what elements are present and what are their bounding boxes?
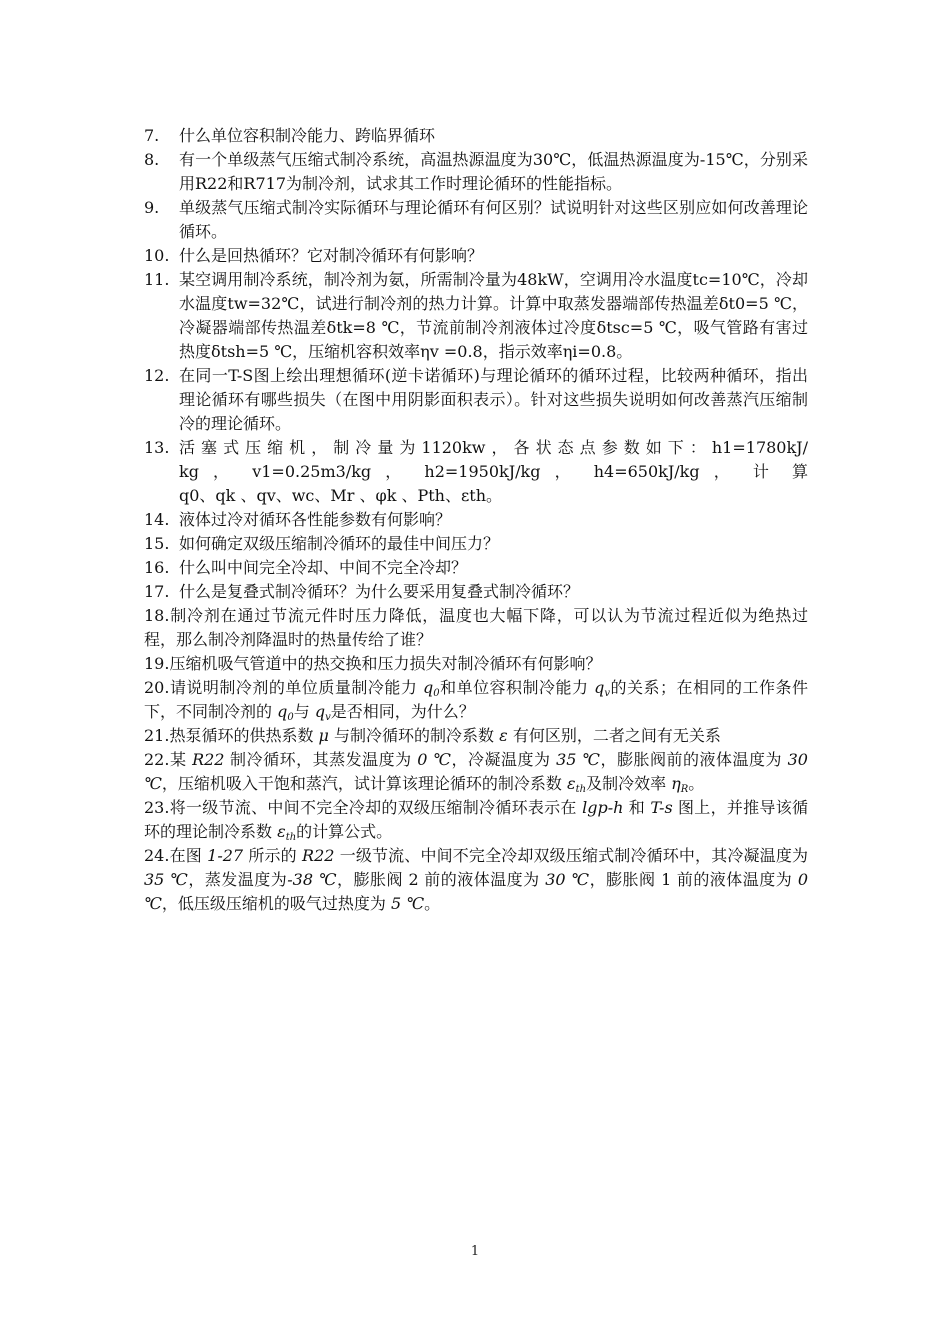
question-number: 11.	[144, 270, 170, 289]
question-12	[144, 364, 808, 436]
question-text: 什么叫中间完全冷却、中间不完全冷却？	[179, 558, 468, 577]
text-run: ，膨胀阀前的液体温度为	[600, 750, 788, 769]
math-var: q	[594, 678, 605, 697]
text-run: 是否相同，为什么？	[330, 702, 475, 721]
text-run: 有何区别，二者之间有无关系	[507, 726, 721, 745]
question-text: 某空调用制冷系统，制冷剂为氨，所需制冷量为48kW，空调用冷水温度tc=10℃，冷却水温度tw=32℃，试进行制冷剂的热力计算。计算中取蒸发器端部传热温差δt0=5 ℃，冷凝器端部传热温差δtk=8 ℃，节流前制冷剂液体过冷度δtsc=5 ℃，吸气管路有害过热度δtsh=5 ℃，压缩机容积效率ηv =0.8，指示效率ηi=0.8。	[179, 270, 808, 361]
question-number: 8.	[144, 150, 160, 169]
question-18: 18.制冷剂在通过节流元件时压力降低，温度也大幅下降，可以认为节流过程近似为绝热过程，那么制冷剂降温时的热量传给了谁？	[144, 606, 808, 649]
text-run: 和单位容积制冷能力	[439, 678, 595, 697]
question-9	[144, 196, 808, 244]
question-11	[144, 268, 808, 364]
text-run: ，低压级压缩机的吸气过热度为	[161, 894, 391, 913]
question-text: 什么是复叠式制冷循环？为什么要采用复叠式制冷循环？	[179, 582, 580, 601]
question-8	[144, 148, 808, 196]
question-22	[144, 748, 808, 796]
math-symbol-mu: μ	[318, 726, 329, 745]
question-number: 10.	[144, 246, 170, 265]
text-run: 制冷循环，其蒸发温度为	[224, 750, 418, 769]
text-run: 24.在图	[144, 846, 208, 865]
refrigerant-name: R22	[192, 750, 225, 769]
question-7	[144, 124, 808, 148]
question-number: 7.	[144, 126, 160, 145]
question-text: 什么是回热循环？它对制冷循环有何影响？	[179, 246, 484, 265]
text-run: 。	[424, 894, 441, 913]
question-number: 13.	[144, 438, 170, 457]
math-subscript: R	[680, 784, 689, 795]
text-run: ，膨胀阀 2 前的液体温度为	[336, 870, 546, 889]
text-run: ，压缩机吸入干饱和蒸汽，试计算该理论循环的制冷系数	[161, 774, 567, 793]
math-subscript: v	[325, 712, 331, 723]
text-run: ，膨胀阀 1 前的液体温度为	[589, 870, 798, 889]
question-text: 单级蒸气压缩式制冷实际循环与理论循环有何区别？试说明针对这些区别应如何改善理论循环。	[179, 198, 808, 241]
text-run: 图上，并推导该循环的理论制冷系数	[144, 798, 808, 841]
text-run: ，冷凝温度为	[451, 750, 557, 769]
math-var: q	[422, 678, 434, 697]
text-run: 与制冷循环的制冷系数	[328, 726, 500, 745]
question-21	[144, 724, 808, 748]
diagram-name: lgp-h	[582, 798, 624, 817]
math-subscript: v	[604, 688, 611, 699]
text-run: 20.请说明制冷剂的单位质量制冷能力	[144, 678, 423, 697]
text-run: 的计算公式。	[296, 822, 393, 841]
refrigerant-name: R22	[302, 846, 335, 865]
question-text: 在同一T-S图上绘出理想循环(逆卡诺循环)与理论循环的循环过程，比较两种循环，指出理论循环有哪些损失（在图中用阴影面积表示）。针对这些损失说明如何改善蒸汽压缩制冷的理论循环。	[179, 366, 808, 433]
temperature-value: 0 ℃	[417, 750, 452, 769]
temperature-value: 35 ℃	[556, 750, 601, 769]
question-text-line: 活塞式压缩机，制冷量为1120kw，各状态点参数如下：h1=1780kJ/	[179, 438, 808, 457]
question-number: 14.	[144, 510, 170, 529]
question-16	[144, 556, 808, 580]
text-run: 22.某	[144, 750, 193, 769]
question-20	[144, 676, 808, 724]
text-run: 与	[293, 702, 315, 721]
diagram-name: T-s	[650, 798, 673, 817]
math-symbol-eta: η	[671, 774, 681, 793]
question-15	[144, 532, 808, 556]
temperature-value: 5 ℃	[391, 894, 425, 913]
temperature-value: 30 ℃	[545, 870, 590, 889]
question-text: 什么单位容积制冷能力、跨临界循环	[179, 126, 436, 145]
question-13	[144, 436, 808, 508]
question-number: 9.	[144, 198, 160, 217]
text-run: 一级节流、中间不完全冷却双级压缩式制冷循环中，其冷凝温度为	[334, 846, 808, 865]
question-text-line: q0、qk 、qv、wc、Mr 、φk 、Pth、εth。	[179, 486, 503, 505]
temperature-value: 30 ℃	[144, 750, 808, 793]
math-subscript: 0	[433, 688, 440, 699]
question-14	[144, 508, 808, 532]
question-19: 19.压缩机吸气管道中的热交换和压力损失对制冷循环有何影响？	[144, 654, 602, 673]
math-var: q	[314, 702, 326, 721]
question-number: 17.	[144, 582, 170, 601]
text-run: 和	[623, 798, 651, 817]
question-number: 16.	[144, 558, 170, 577]
math-symbol-epsilon: ε	[499, 726, 508, 745]
math-subscript: 0	[287, 712, 294, 723]
text-run: 。	[688, 774, 705, 793]
math-symbol-epsilon: ε	[277, 822, 286, 841]
temperature-value: 35 ℃	[144, 870, 189, 889]
question-list	[144, 124, 808, 916]
text-run: 23.将一级节流、中间不完全冷却的双级压缩制冷循环表示在	[144, 798, 583, 817]
question-text: 如何确定双级压缩制冷循环的最佳中间压力？	[179, 534, 500, 553]
question-number: 15.	[144, 534, 170, 553]
math-symbol-epsilon: ε	[567, 774, 576, 793]
figure-ref: 1-27	[207, 846, 244, 865]
question-text: 液体过冷对循环各性能参数有何影响？	[179, 510, 452, 529]
question-24	[144, 844, 808, 916]
text-run: ，蒸发温度为	[188, 870, 288, 889]
page-number: 1	[470, 1244, 480, 1259]
question-text-line: kg ， v1=0.25m3/kg ， h2=1950kJ/kg ， h4=650kJ/kg ， 计 算	[179, 462, 808, 481]
math-var: q	[277, 702, 288, 721]
temperature-value: -38 ℃	[287, 870, 337, 889]
math-subscript: th	[575, 784, 587, 795]
text-run: 的关系；在相同的工作条件下，不同制冷剂的	[144, 678, 808, 721]
temperature-value: 0 ℃	[144, 870, 808, 913]
question-17	[144, 580, 808, 604]
text-run: 所示的	[243, 846, 303, 865]
question-number: 12.	[144, 366, 170, 385]
question-10	[144, 244, 808, 268]
text-run: 21.热泵循环的供热系数	[144, 726, 319, 745]
question-text: 有一个单级蒸气压缩式制冷系统，高温热源温度为30℃，低温热源温度为-15℃，分别采用R22和R717为制冷剂，试求其工作时理论循环的性能指标。	[179, 150, 808, 193]
question-23	[144, 796, 808, 844]
text-run: 及制冷效率	[586, 774, 672, 793]
math-subscript: th	[285, 832, 297, 843]
